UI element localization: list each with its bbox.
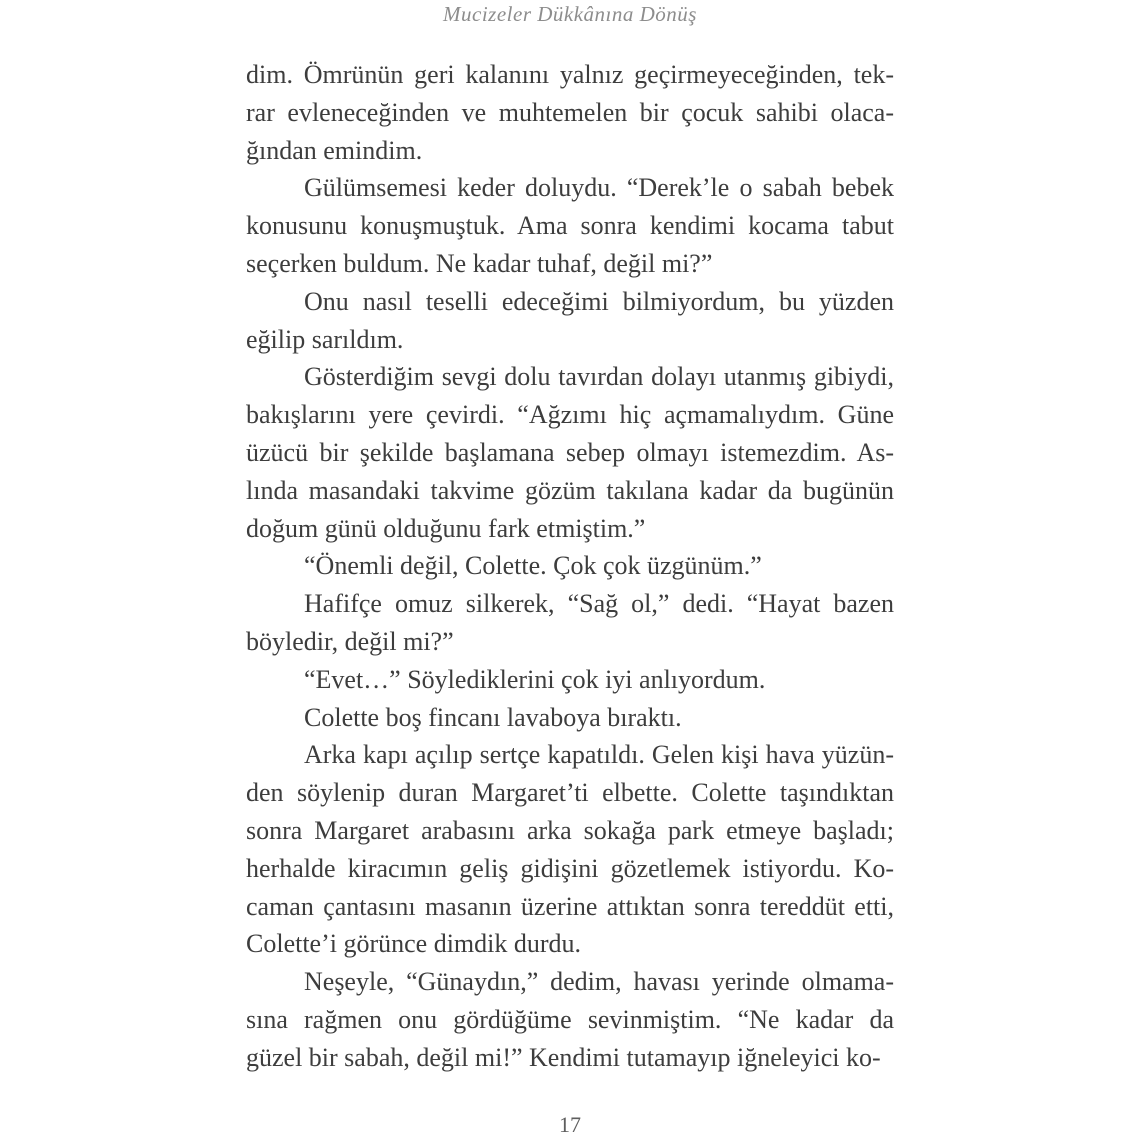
body-line: “Önemli değil, Colette. Çok çok üzgünüm.” <box>304 551 762 581</box>
body-line: güzel bir sabah, değil mi!” Kendimi tutamayıp iğneleyici ko- <box>246 1042 881 1072</box>
paragraph <box>246 547 894 585</box>
body-line: “Evet…” Söylediklerini çok iyi anlıyordum. <box>304 664 766 694</box>
paragraph <box>246 358 894 547</box>
paragraph <box>246 699 894 737</box>
body-line: ğından emindim. <box>246 135 423 165</box>
body-line: dim. Ömrünün geri kalanını yalnız geçirmeyeceğinden, tek- <box>246 60 894 89</box>
body-line: rar evleneceğinden ve muhtemelen bir çocuk sahibi olaca- <box>246 97 894 127</box>
body-line: sına rağmen onu gördüğüme sevinmiştim. “Ne kadar da <box>246 1004 894 1034</box>
body-line: Onu nasıl teselli edeceğimi bilmiyordum, bu yüzden <box>304 286 894 316</box>
paragraph <box>246 585 894 661</box>
body-line: lında masandaki takvime gözüm takılana kadar da bugünün <box>246 475 894 505</box>
page-number: 17 <box>559 1112 581 1137</box>
paragraph <box>246 56 894 169</box>
body-line: herhalde kiracımın geliş gidişini gözetlemek istiyordu. Ko- <box>246 853 894 883</box>
body-line: doğum günü olduğunu fark etmiştim.” <box>246 513 646 543</box>
body-line: Hafifçe omuz silkerek, “Sağ ol,” dedi. “Hayat bazen <box>304 589 894 619</box>
body-line: caman çantasını masanın üzerine attıktan sonra tereddüt etti, <box>246 891 894 921</box>
body-line: seçerken buldum. Ne kadar tuhaf, değil mi?” <box>246 248 713 278</box>
body-text-column <box>246 56 894 1077</box>
paragraph <box>246 169 894 282</box>
body-line: sonra Margaret arabasını arka sokağa park etmeye başladı; <box>246 815 894 845</box>
body-line: bakışlarını yere çevirdi. “Ağzımı hiç açmamalıydım. Güne <box>246 400 894 430</box>
paragraph <box>246 736 894 963</box>
body-line: Colette’i görünce dimdik durdu. <box>246 929 582 959</box>
running-header: Mucizeler Dükkânına Dönüş <box>443 2 697 26</box>
body-line: üzücü bir şekilde başlamana sebep olmayı istemezdim. As- <box>246 437 894 467</box>
body-line: eğilip sarıldım. <box>246 324 404 354</box>
body-line: Gülümsemesi keder doluydu. “Derek’le o sabah bebek <box>304 173 894 203</box>
body-line: Neşeyle, “Günaydın,” dedim, havası yerinde olmama- <box>304 967 894 997</box>
body-line: Colette boş fincanı lavaboya bıraktı. <box>304 702 682 732</box>
paragraph <box>246 283 894 359</box>
body-line: Arka kapı açılıp sertçe kapatıldı. Gelen kişi hava yüzün- <box>304 740 894 770</box>
body-line: Gösterdiğim sevgi dolu tavırdan dolayı utanmış gibiydi, <box>304 362 894 392</box>
body-line: konusunu konuşmuştuk. Ama sonra kendimi kocama tabut <box>246 211 894 241</box>
paragraph <box>246 963 894 1076</box>
body-line: den söylenip duran Margaret’ti elbette. Colette taşındıktan <box>246 778 894 808</box>
body-line: böyledir, değil mi?” <box>246 626 454 656</box>
paragraph <box>246 661 894 699</box>
